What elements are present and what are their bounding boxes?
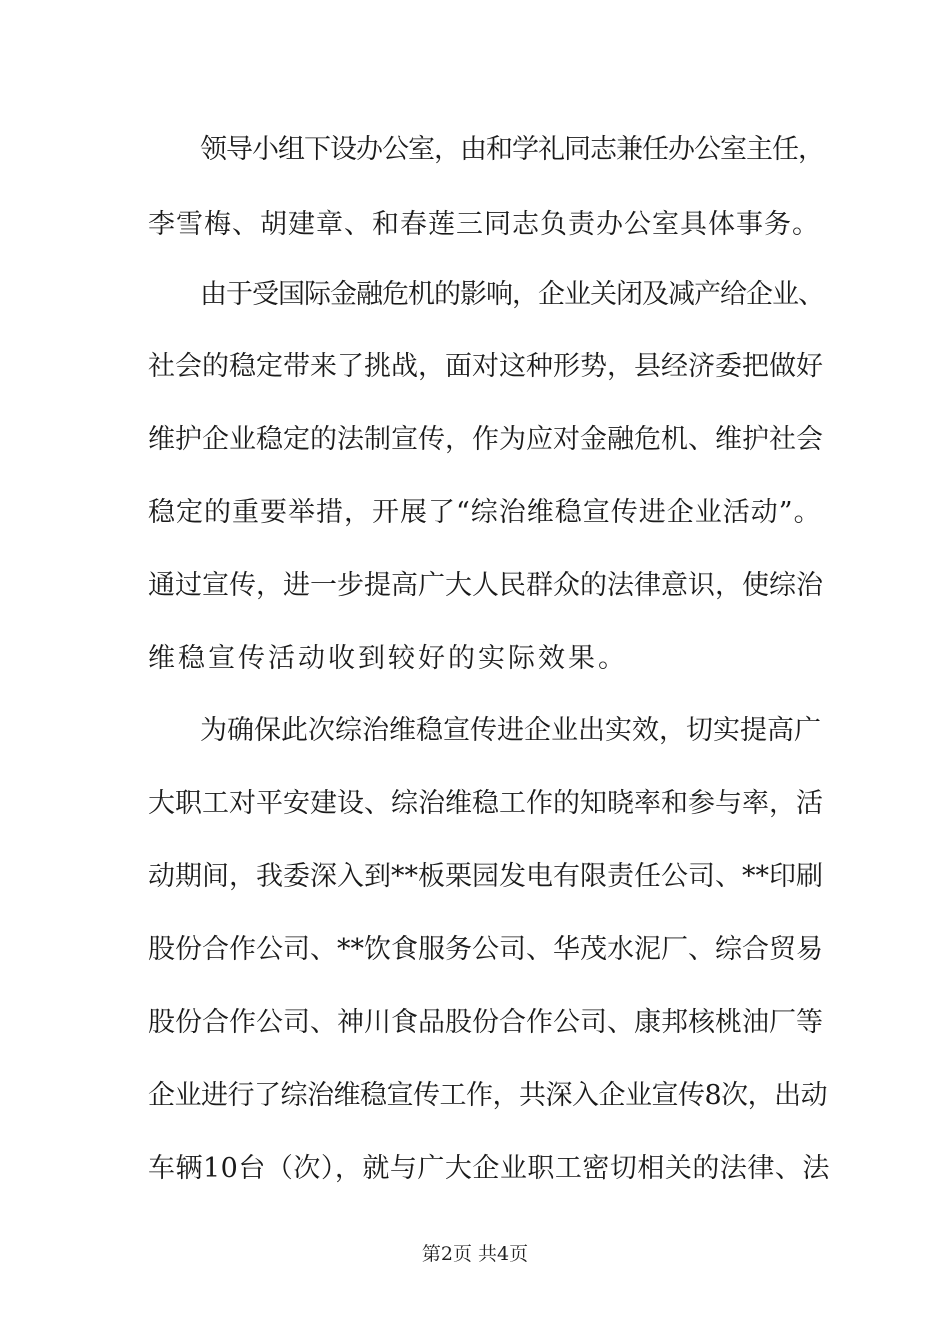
paragraph-line: 通过宣传，进一步提高广大人民群众的法律意识，使综治	[148, 570, 823, 601]
paragraph-line: 股份合作公司、神川食品股份合作公司、康邦核桃油厂等	[148, 1007, 823, 1038]
paragraph-line: 大职工对平安建设、综治维稳工作的知晓率和参与率，活	[148, 788, 823, 819]
paragraph-line: 领导小组下设办公室，由和学礼同志兼任办公室主任，	[200, 134, 824, 165]
paragraph-line: 社会的稳定带来了挑战，面对这种形势，县经济委把做好	[148, 351, 823, 382]
paragraph-line: 李雪梅、胡建章、和春莲三同志负责办公室具体事务。	[148, 209, 820, 240]
paragraph-line: 稳定的重要举措，开展了“综治维稳宣传进企业活动”。	[148, 497, 822, 528]
paragraph-line: 由于受国际金融危机的影响，企业关闭及减产给企业、	[200, 279, 824, 310]
paragraph-line: 动期间，我委深入到**板栗园发电有限责任公司、**印刷	[148, 861, 823, 892]
paragraph-line: 维护企业稳定的法制宣传，作为应对金融危机、维护社会	[148, 424, 823, 455]
paragraph-line: 车辆10台（次），就与广大企业职工密切相关的法律、法	[148, 1153, 830, 1184]
page-footer: 第2页 共4页	[421, 1243, 529, 1265]
paragraph-line: 股份合作公司、**饮食服务公司、华茂水泥厂、综合贸易	[148, 934, 823, 965]
paragraph-line: 维稳宣传活动收到较好的实际效果。	[148, 643, 628, 674]
paragraph-line: 为确保此次综治维稳宣传进企业出实效，切实提高广	[200, 715, 821, 746]
paragraph-line: 企业进行了综治维稳宣传工作，共深入企业宣传8次，出动	[148, 1080, 828, 1111]
